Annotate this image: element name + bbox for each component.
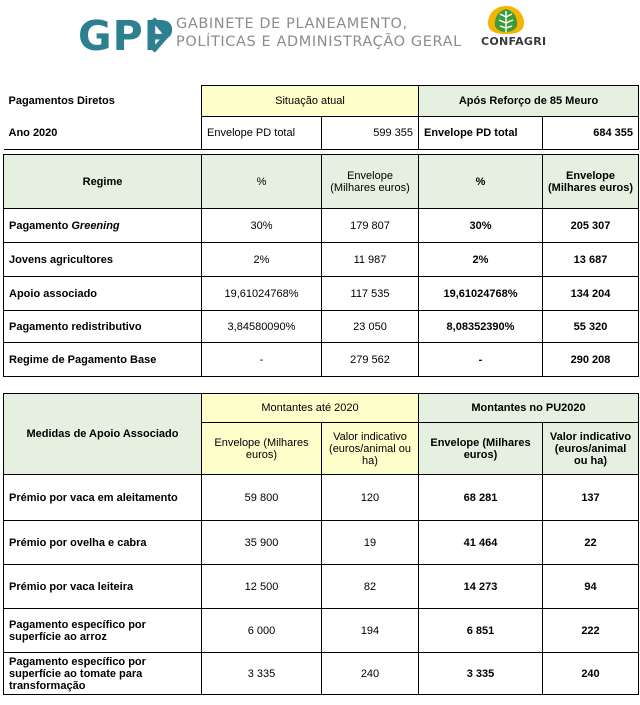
table-row	[4, 243, 639, 277]
table-row	[4, 277, 639, 311]
envelope-pd-current: 599 355	[322, 117, 419, 150]
envelope-pd-label: Envelope PD total	[202, 117, 322, 150]
gpp-logo-text: GPP	[78, 12, 175, 60]
measure-val-after: 94	[543, 565, 639, 609]
header-pct: %	[202, 155, 322, 209]
row-pct-after: 2%	[419, 243, 543, 277]
row-env-after: 55 320	[543, 311, 639, 343]
measure-val-after: 240	[543, 653, 639, 695]
measure-val: 120	[322, 475, 419, 521]
col-montantes-ate-2020: Montantes até 2020	[202, 394, 419, 423]
measure-env-after: 6 851	[419, 609, 543, 653]
row-env-after: 290 208	[543, 343, 639, 377]
sub-indicative-after: Valor indicativo (euros/animal ou ha)	[543, 423, 639, 475]
sub-envelope-after: Envelope (Milhares euros)	[419, 423, 543, 475]
gpp-subtitle-line1: GABINETE DE PLANEAMENTO,	[176, 16, 408, 32]
table-row	[4, 209, 639, 243]
measure-env-after: 3 335	[419, 653, 543, 695]
measure-env: 12 500	[202, 565, 322, 609]
row-pct-after: 30%	[419, 209, 543, 243]
table1-title-line2: Ano 2020	[8, 126, 58, 139]
row-label: Jovens agricultores	[4, 243, 202, 277]
row-pct: 3,84580090%	[202, 311, 322, 343]
measure-val-after: 222	[543, 609, 639, 653]
table-row	[4, 653, 639, 695]
row-label: Pagamento redistributivo	[4, 311, 202, 343]
row-env: 23 050	[322, 311, 419, 343]
measure-env: 6 000	[202, 609, 322, 653]
measure-env-after: 68 281	[419, 475, 543, 521]
row-pct-after: 8,08352390%	[419, 311, 543, 343]
header-regime: Regime	[4, 155, 202, 209]
row-env: 279 562	[322, 343, 419, 377]
measure-val: 19	[322, 521, 419, 565]
row-env: 179 807	[322, 209, 419, 243]
row-env: 117 535	[322, 277, 419, 311]
table-row	[4, 609, 639, 653]
table1-title-line1: Pagamentos Diretos	[8, 95, 115, 107]
measure-label: Pagamento específico por superfície ao tomate para transformação	[4, 653, 202, 695]
confagri-logo-text: CONFAGRI	[481, 35, 547, 48]
gpp-chevron-icon	[150, 17, 172, 53]
row-pct: 19,61024768%	[202, 277, 322, 311]
table-row	[4, 521, 639, 565]
measure-env: 59 800	[202, 475, 322, 521]
row-label: Pagamento Greening	[4, 209, 202, 243]
row-env-after: 134 204	[543, 277, 639, 311]
row-env-after: 205 307	[543, 209, 639, 243]
header-pct-after: %	[419, 155, 543, 209]
table-row	[4, 475, 639, 521]
row-pct-after: 19,61024768%	[419, 277, 543, 311]
table-row	[4, 565, 639, 609]
row-label: Apoio associado	[4, 277, 202, 311]
gpp-subtitle	[176, 15, 462, 51]
measure-env: 3 335	[202, 653, 322, 695]
row-pct: -	[202, 343, 322, 377]
row-env: 11 987	[322, 243, 419, 277]
measure-env: 35 900	[202, 521, 322, 565]
row-pct: 2%	[202, 243, 322, 277]
measure-label: Prémio por vaca em aleitamento	[4, 475, 202, 521]
table-row	[4, 311, 639, 343]
col-situacao-atual: Situação atual	[202, 86, 419, 117]
medidas-apoio-table	[3, 393, 639, 695]
header-envelope: Envelope (Milhares euros)	[322, 155, 419, 209]
row-pct-after: -	[419, 343, 543, 377]
envelope-pd-after: 684 355	[543, 117, 639, 150]
row-pct: 30%	[202, 209, 322, 243]
measure-env-after: 41 464	[419, 521, 543, 565]
gpp-subtitle-line2: POLÍTICAS E ADMINISTRAÇÃO GERAL	[176, 34, 462, 50]
pagamentos-diretos-table	[3, 85, 639, 377]
col-montantes-pu2020: Montantes no PU2020	[419, 394, 639, 423]
col-apos-reforco: Após Reforço de 85 Meuro	[419, 86, 639, 117]
measure-val: 240	[322, 653, 419, 695]
table-row	[4, 343, 639, 377]
measure-val: 194	[322, 609, 419, 653]
measure-val: 82	[322, 565, 419, 609]
row-env-after: 13 687	[543, 243, 639, 277]
header-envelope-after: Envelope (Milhares euros)	[543, 155, 639, 209]
sub-envelope: Envelope (Milhares euros)	[202, 423, 322, 475]
measure-label: Prémio por vaca leiteira	[4, 565, 202, 609]
sub-indicative: Valor indicativo (euros/animal ou ha)	[322, 423, 419, 475]
measure-label: Pagamento específico por superfície ao arroz	[4, 609, 202, 653]
measure-val-after: 137	[543, 475, 639, 521]
measure-env-after: 14 273	[419, 565, 543, 609]
envelope-pd-label-after: Envelope PD total	[419, 117, 543, 150]
measure-label: Prémio por ovelha e cabra	[4, 521, 202, 565]
row-label: Regime de Pagamento Base	[4, 343, 202, 377]
header-medidas: Medidas de Apoio Associado	[4, 394, 202, 475]
confagri-leaf-icon	[483, 4, 529, 36]
measure-val-after: 22	[543, 521, 639, 565]
